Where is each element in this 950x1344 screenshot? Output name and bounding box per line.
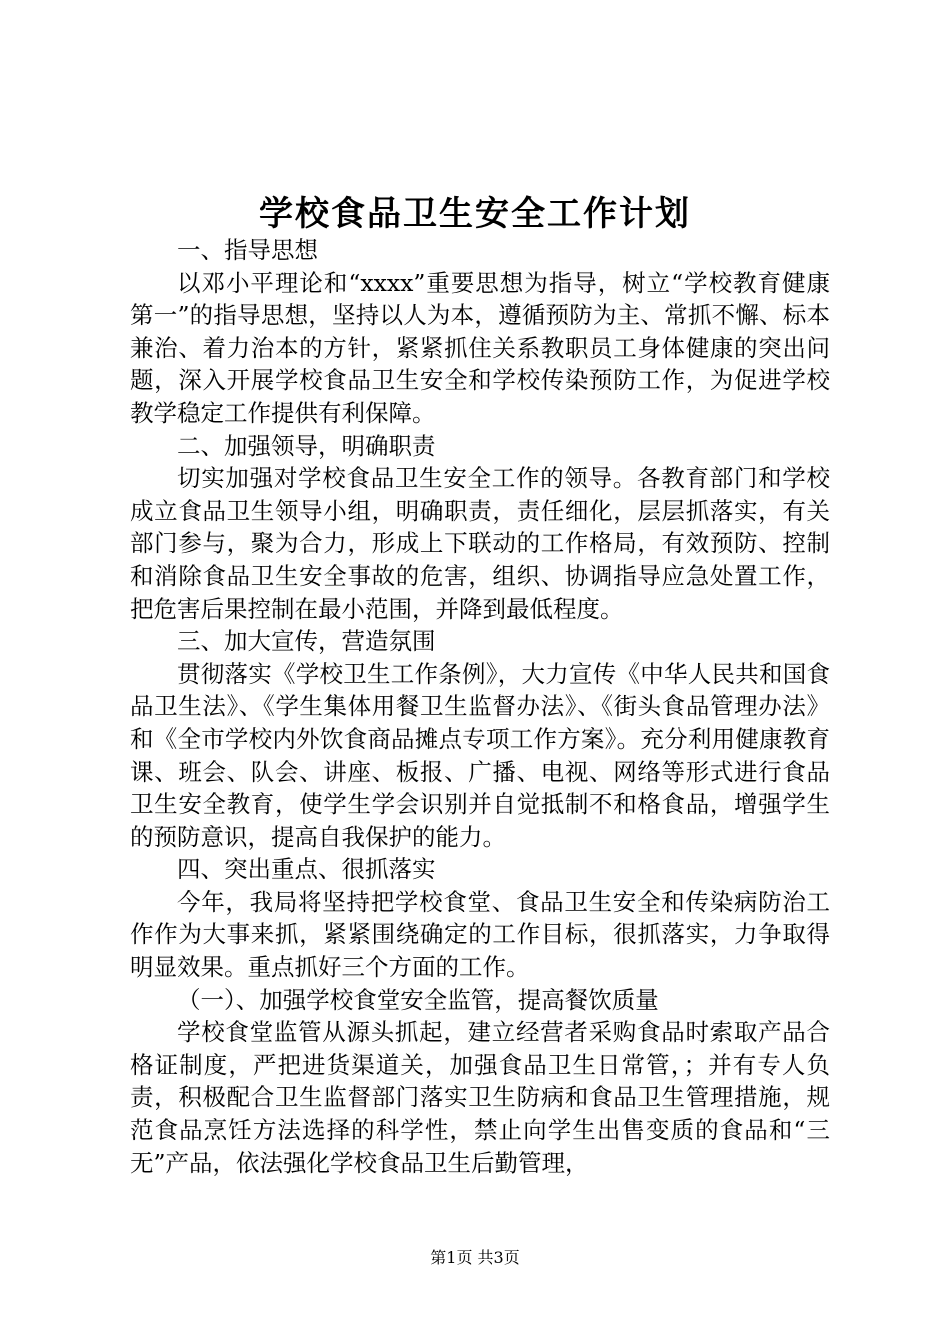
section-heading: 三、加大宣传，营造氛围	[177, 627, 436, 656]
paragraph: 学校食堂监管从源头抓起，建立经营者采购食品时索取产品合格证制度，严把进货渠道关，加强食品卫生日常管，；并有专人负责，积极配合卫生监督部门落实卫生防病和食品卫生管理措施，规范食品烹饪方法选择的科学性，禁止向学生出售变质的食品和“三无”产品，依法强化学校食品卫生后勤管理，	[130, 1018, 830, 1177]
section-heading: 一、指导思想	[177, 236, 318, 264]
paragraph: 今年，我局将坚持把学校食堂、食品卫生安全和传染病防治工作作为大事来抓，紧紧围绕确定的工作目标，很抓落实，力争取得明显效果。重点抓好三个方面的工作。	[130, 887, 830, 982]
page-number-footer: 第1页 共3页	[430, 1248, 520, 1267]
paragraph: 贯彻落实《学校卫生工作条例》，大力宣传《中华人民共和国食品卫生法》、《学生集体用餐卫生监督办法》、《街头食品管理办法》和《全市学校内外饮食商品摊点专项工作方案》。充分利用健康教育课、班会、队会、讲座、板报、广播、电视、网络等形式进行食品卫生安全教育，使学生学会识别并自觉抵制不和格食品，增强学生的预防意识，提高自我保护的能力。	[130, 659, 830, 851]
subsection-heading: （一）、加强学校食堂安全监管，提高餐饮质量	[177, 985, 659, 1014]
section-heading: 二、加强领导，明确职责	[177, 431, 436, 460]
section-heading: 四、突出重点、很抓落实	[177, 855, 436, 884]
document-body	[130, 234, 830, 1179]
paragraph: 切实加强对学校食品卫生安全工作的领导。各教育部门和学校成立食品卫生领导小组，明确职责，责任细化，层层抓落实，有关部门参与，聚为合力，形成上下联动的工作格局，有效预防、控制和消除食品卫生安全事故的危害，组织、协调指导应急处置工作，把危害后果控制在最小范围，并降到最低程度。	[130, 464, 830, 623]
paragraph: 以邓小平理论和“xxxx”重要思想为指导，树立“学校教育健康第一”的指导思想，坚持以人为本，遵循预防为主、常抓不懈、标本兼治、着力治本的方针，紧紧抓住关系教职员工身体健康的突出问题，深入开展学校食品卫生安全和学校传染预防工作，为促进学校教学稳定工作提供有利保障。	[130, 268, 830, 427]
document-title: 学校食品卫生安全工作计划	[259, 194, 691, 234]
